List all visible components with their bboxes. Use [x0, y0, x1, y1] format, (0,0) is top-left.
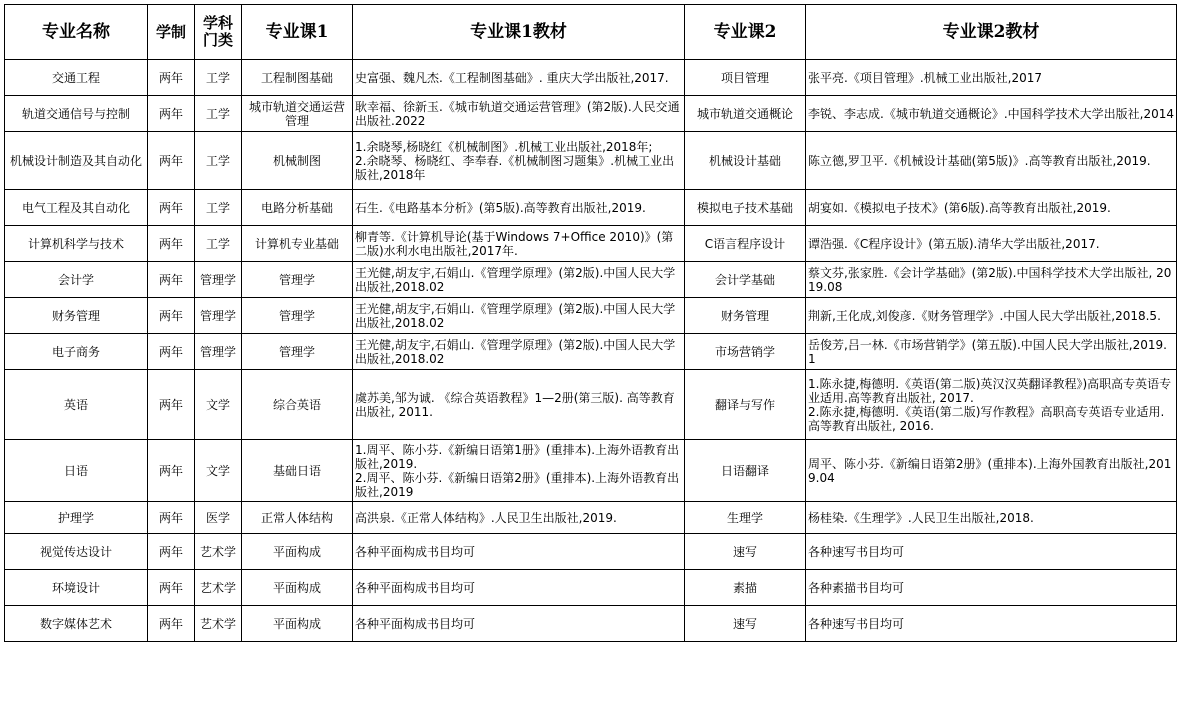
- header-book2: 专业课2教材: [806, 5, 1177, 60]
- cell-major: 财务管理: [5, 298, 148, 334]
- cell-course1: 综合英语: [242, 370, 353, 440]
- cell-major: 计算机科学与技术: [5, 226, 148, 262]
- course-textbook-table: [4, 4, 1177, 642]
- cell-book2: 杨桂染.《生理学》.人民卫生出版社,2018.: [806, 502, 1177, 534]
- cell-book2: 岳俊芳,吕一林.《市场营销学》(第五版).中国人民大学出版社,2019.1: [806, 334, 1177, 370]
- table-row: [5, 190, 1177, 226]
- cell-major: 视觉传达设计: [5, 534, 148, 570]
- cell-book1: 1.余晓琴,杨晓红《机械制图》.机械工业出版社,2018年; 2.余晓琴、杨晓红、李奉春.《机械制图习题集》.机械工业出版社,2018年: [353, 132, 685, 190]
- cell-category: 医学: [195, 502, 242, 534]
- table-row: [5, 298, 1177, 334]
- cell-category: 工学: [195, 190, 242, 226]
- cell-book1: 1.周平、陈小芬.《新编日语第1册》(重排本).上海外语教育出版社,2019. 2.周平、陈小芬.《新编日语第2册》(重排本).上海外语教育出版社,2019: [353, 440, 685, 502]
- cell-book1: 王光健,胡友宇,石娟山.《管理学原理》(第2版).中国人民大学出版社,2018.02: [353, 262, 685, 298]
- header-major: 专业名称: [5, 5, 148, 60]
- cell-course2: 模拟电子技术基础: [685, 190, 806, 226]
- cell-major: 日语: [5, 440, 148, 502]
- cell-book2: 张平亮.《项目管理》.机械工业出版社,2017: [806, 60, 1177, 96]
- cell-duration: 两年: [148, 96, 195, 132]
- cell-course1: 正常人体结构: [242, 502, 353, 534]
- table-row: [5, 60, 1177, 96]
- cell-category: 工学: [195, 132, 242, 190]
- cell-book1: 史富强、魏凡杰.《工程制图基础》. 重庆大学出版社,2017.: [353, 60, 685, 96]
- cell-major: 机械设计制造及其自动化: [5, 132, 148, 190]
- table-row: [5, 370, 1177, 440]
- cell-book1: 高洪泉.《正常人体结构》.人民卫生出版社,2019.: [353, 502, 685, 534]
- cell-book1: 王光健,胡友宇,石娟山.《管理学原理》(第2版).中国人民大学出版社,2018.02: [353, 334, 685, 370]
- cell-category: 艺术学: [195, 570, 242, 606]
- cell-book1: 虞苏美,邹为诚. 《综合英语教程》1—2册(第三版). 高等教育出版社, 2011.: [353, 370, 685, 440]
- cell-major: 轨道交通信号与控制: [5, 96, 148, 132]
- cell-book1: 各种平面构成书目均可: [353, 606, 685, 642]
- cell-course2: 速写: [685, 534, 806, 570]
- cell-book2: 1.陈永捷,梅德明.《英语(第二版)英汉汉英翻译教程》)高职高专英语专业适用.高等教育出版社, 2017. 2.陈永捷,梅德明.《英语(第二版)写作教程》高职高专英语专业适用.高等教育出版社, 2016.: [806, 370, 1177, 440]
- cell-book2: 各种速写书目均可: [806, 534, 1177, 570]
- cell-category: 文学: [195, 370, 242, 440]
- cell-duration: 两年: [148, 440, 195, 502]
- cell-course2: 机械设计基础: [685, 132, 806, 190]
- table-row: [5, 570, 1177, 606]
- table-row: [5, 132, 1177, 190]
- cell-book1: 石生.《电路基本分析》(第5版).高等教育出版社,2019.: [353, 190, 685, 226]
- cell-major: 英语: [5, 370, 148, 440]
- cell-duration: 两年: [148, 190, 195, 226]
- cell-course2: 素描: [685, 570, 806, 606]
- header-book1: 专业课1教材: [353, 5, 685, 60]
- cell-duration: 两年: [148, 334, 195, 370]
- cell-category: 工学: [195, 226, 242, 262]
- cell-duration: 两年: [148, 226, 195, 262]
- cell-course2: 项目管理: [685, 60, 806, 96]
- table-row: [5, 96, 1177, 132]
- cell-category: 管理学: [195, 334, 242, 370]
- cell-major: 数字媒体艺术: [5, 606, 148, 642]
- table-row: [5, 502, 1177, 534]
- cell-course2: 速写: [685, 606, 806, 642]
- cell-book1: 耿幸福、徐新玉.《城市轨道交通运营管理》(第2版).人民交通出版社.2022: [353, 96, 685, 132]
- cell-course1: 机械制图: [242, 132, 353, 190]
- cell-course2: 市场营销学: [685, 334, 806, 370]
- cell-major: 交通工程: [5, 60, 148, 96]
- cell-category: 管理学: [195, 262, 242, 298]
- cell-duration: 两年: [148, 132, 195, 190]
- cell-book2: 谭浩强.《C程序设计》(第五版).清华大学出版社,2017.: [806, 226, 1177, 262]
- cell-course1: 平面构成: [242, 606, 353, 642]
- cell-major: 护理学: [5, 502, 148, 534]
- cell-course1: 平面构成: [242, 534, 353, 570]
- cell-duration: 两年: [148, 606, 195, 642]
- cell-course2: 日语翻译: [685, 440, 806, 502]
- cell-book2: 蔡文芬,张家胜.《会计学基础》(第2版).中国科学技术大学出版社, 2019.08: [806, 262, 1177, 298]
- cell-major: 会计学: [5, 262, 148, 298]
- table-row: [5, 440, 1177, 502]
- cell-book1: 柳青等.《计算机导论(基于Windows 7+Office 2010)》(第二版)水利水电出版社,2017年.: [353, 226, 685, 262]
- header-duration: 学制: [148, 5, 195, 60]
- cell-course1: 计算机专业基础: [242, 226, 353, 262]
- cell-book2: 各种速写书目均可: [806, 606, 1177, 642]
- table-row: [5, 334, 1177, 370]
- cell-book2: 胡宴如.《模拟电子技术》(第6版).高等教育出版社,2019.: [806, 190, 1177, 226]
- cell-course2: C语言程序设计: [685, 226, 806, 262]
- cell-course2: 城市轨道交通概论: [685, 96, 806, 132]
- table-row: [5, 606, 1177, 642]
- header-category: 学科门类: [195, 5, 242, 60]
- cell-course1: 基础日语: [242, 440, 353, 502]
- cell-book1: 各种平面构成书目均可: [353, 570, 685, 606]
- cell-category: 艺术学: [195, 534, 242, 570]
- cell-category: 艺术学: [195, 606, 242, 642]
- cell-course2: 会计学基础: [685, 262, 806, 298]
- cell-duration: 两年: [148, 298, 195, 334]
- cell-category: 工学: [195, 96, 242, 132]
- table-row: [5, 262, 1177, 298]
- header-row: [5, 5, 1177, 60]
- cell-category: 工学: [195, 60, 242, 96]
- cell-course1: 管理学: [242, 334, 353, 370]
- cell-duration: 两年: [148, 370, 195, 440]
- cell-book2: 周平、陈小芬.《新编日语第2册》(重排本).上海外国教育出版社,2019.04: [806, 440, 1177, 502]
- cell-duration: 两年: [148, 534, 195, 570]
- cell-category: 文学: [195, 440, 242, 502]
- table-row: [5, 226, 1177, 262]
- cell-course1: 管理学: [242, 262, 353, 298]
- cell-book1: 王光健,胡友宇,石娟山.《管理学原理》(第2版).中国人民大学出版社,2018.02: [353, 298, 685, 334]
- cell-course2: 财务管理: [685, 298, 806, 334]
- cell-course1: 电路分析基础: [242, 190, 353, 226]
- table-row: [5, 534, 1177, 570]
- header-course2: 专业课2: [685, 5, 806, 60]
- cell-book2: 陈立德,罗卫平.《机械设计基础(第5版)》.高等教育出版社,2019.: [806, 132, 1177, 190]
- cell-course1: 城市轨道交通运营管理: [242, 96, 353, 132]
- cell-category: 管理学: [195, 298, 242, 334]
- cell-course1: 管理学: [242, 298, 353, 334]
- cell-book1: 各种平面构成书目均可: [353, 534, 685, 570]
- cell-course2: 翻译与写作: [685, 370, 806, 440]
- cell-course2: 生理学: [685, 502, 806, 534]
- cell-book2: 各种素描书目均可: [806, 570, 1177, 606]
- cell-course1: 工程制图基础: [242, 60, 353, 96]
- header-course1: 专业课1: [242, 5, 353, 60]
- cell-book2: 荆新,王化成,刘俊彦.《财务管理学》.中国人民大学出版社,2018.5.: [806, 298, 1177, 334]
- cell-book2: 李锐、李志成.《城市轨道交通概论》.中国科学技术大学出版社,2014: [806, 96, 1177, 132]
- cell-duration: 两年: [148, 60, 195, 96]
- cell-duration: 两年: [148, 502, 195, 534]
- cell-course1: 平面构成: [242, 570, 353, 606]
- cell-major: 电气工程及其自动化: [5, 190, 148, 226]
- cell-duration: 两年: [148, 570, 195, 606]
- cell-major: 电子商务: [5, 334, 148, 370]
- cell-duration: 两年: [148, 262, 195, 298]
- cell-major: 环境设计: [5, 570, 148, 606]
